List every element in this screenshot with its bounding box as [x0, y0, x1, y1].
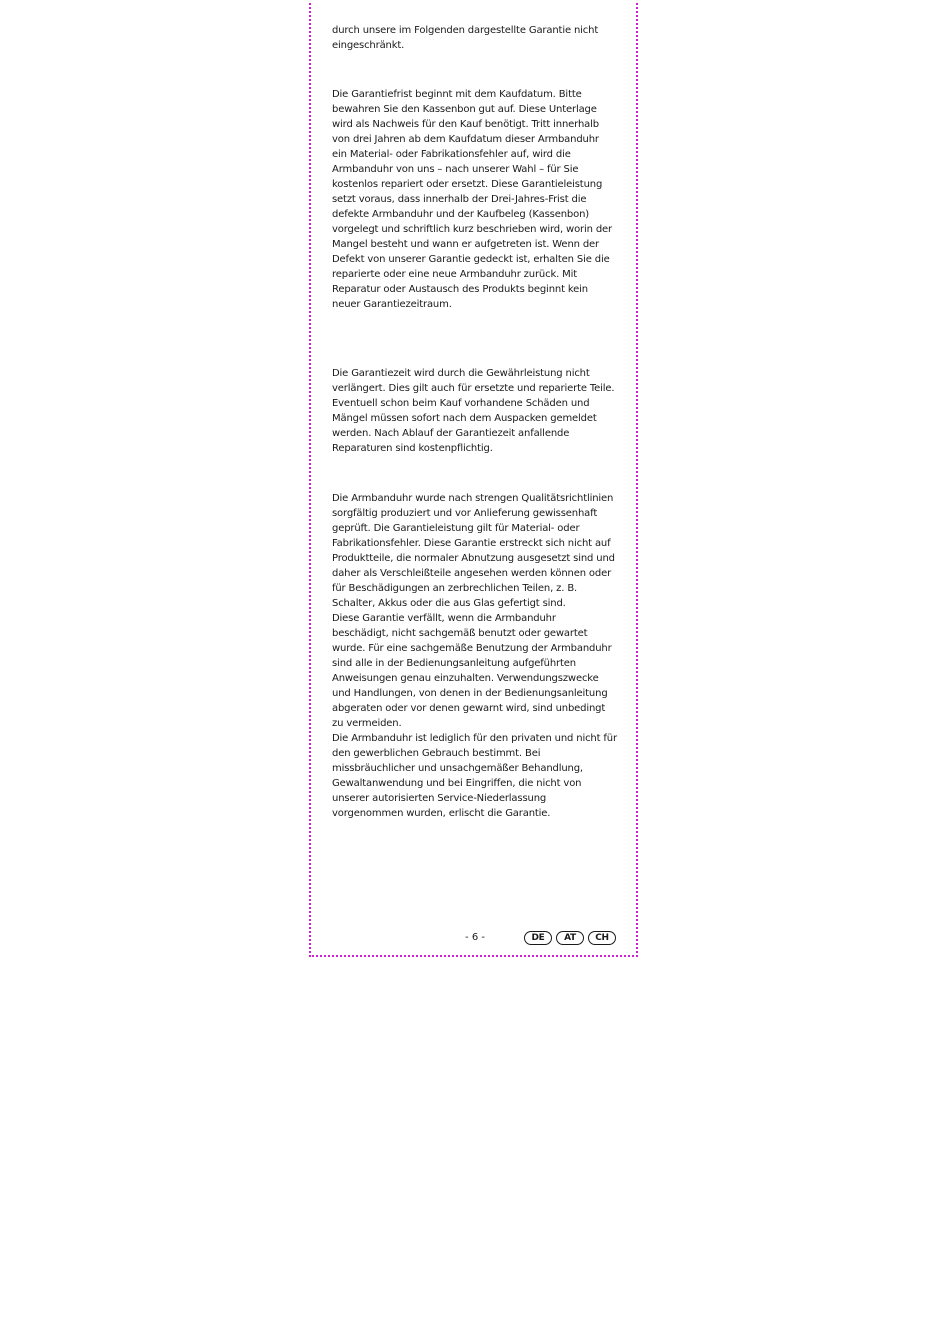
- page-number: - 6 -: [465, 932, 485, 943]
- text-line: geprüft. Die Garantieleistung gilt für Material- oder: [332, 523, 580, 534]
- text-line: kostenlos repariert oder ersetzt. Diese Garantieleistung: [332, 179, 603, 190]
- text-line: wird als Nachweis für den Kauf benötigt. Tritt innerhalb: [332, 119, 599, 130]
- text-line: Reparatur oder Austausch des Produkts beginnt kein: [332, 284, 588, 295]
- text-line: zu vermeiden.: [332, 718, 402, 729]
- paragraph-warranty-scope: [332, 491, 620, 821]
- country-badge-ch: CH: [588, 931, 616, 945]
- text-line: von drei Jahren ab dem Kaufdatum dieser Armbanduhr: [332, 134, 599, 145]
- text-line: Die Armbanduhr wurde nach strengen Qualitätsrichtlinien: [332, 493, 614, 504]
- text-line: sorgfältig produziert und vor Anlieferung gewissenhaft: [332, 508, 598, 519]
- text-line: Produktteile, die normaler Abnutzung ausgesetzt sind und: [332, 553, 615, 564]
- text-line: Defekt von unserer Garantie gedeckt ist, erhalten Sie die: [332, 254, 610, 265]
- text-line: Mangel besteht und wann er aufgetreten ist. Wenn der: [332, 239, 600, 250]
- text-line: ein Material- oder Fabrikationsfehler auf, wird die: [332, 149, 571, 160]
- text-line: Armbanduhr von uns – nach unserer Wahl – für Sie: [332, 164, 579, 175]
- paragraph-warranty-extension: [332, 366, 620, 456]
- text-line: Anweisungen genau einzuhalten. Verwendungszwecke: [332, 673, 599, 684]
- text-line: vorgenommen wurden, erlischt die Garantie.: [332, 808, 551, 819]
- text-line: daher als Verschleißteile angesehen werden können oder: [332, 568, 612, 579]
- text-line: Schalter, Akkus oder die aus Glas gefertigt sind.: [332, 598, 566, 609]
- text-line: für Beschädigungen an zerbrechlichen Teilen, z. B.: [332, 583, 578, 594]
- text-line: defekte Armbanduhr und der Kaufbeleg (Kassenbon): [332, 209, 590, 220]
- text-line: unserer autorisierten Service-Niederlassung: [332, 793, 547, 804]
- paragraph-warranty-intro: [332, 23, 620, 53]
- text-line: den gewerblichen Gebrauch bestimmt. Bei: [332, 748, 541, 759]
- text-line: setzt voraus, dass innerhalb der Drei-Jahres-Frist die: [332, 194, 587, 205]
- text-line: vorgelegt und schriftlich kurz beschrieben wird, worin der: [332, 224, 613, 235]
- country-badge-de: DE: [524, 931, 552, 945]
- text-line: Eventuell schon beim Kauf vorhandene Schäden und: [332, 398, 590, 409]
- country-badge-at: AT: [556, 931, 584, 945]
- text-line: eingeschränkt.: [332, 40, 405, 51]
- text-line: und Handlungen, von denen in der Bedienungsanleitung: [332, 688, 608, 699]
- text-line: werden. Nach Ablauf der Garantiezeit anfallende: [332, 428, 570, 439]
- country-badges: [524, 931, 616, 947]
- text-line: Mängel müssen sofort nach dem Auspacken gemeldet: [332, 413, 597, 424]
- text-line: reparierte oder eine neue Armbanduhr zurück. Mit: [332, 269, 578, 280]
- text-line: abgeraten oder vor denen gewarnt wird, sind unbedingt: [332, 703, 606, 714]
- text-line: Fabrikationsfehler. Diese Garantie erstreckt sich nicht auf: [332, 538, 611, 549]
- text-line: verlängert. Dies gilt auch für ersetzte und reparierte Teile.: [332, 383, 615, 394]
- text-line: missbräuchlicher und unsachgemäßer Behandlung,: [332, 763, 583, 774]
- text-line: Die Armbanduhr ist lediglich für den privaten und nicht für: [332, 733, 617, 744]
- text-line: sind alle in der Bedienungsanleitung aufgeführten: [332, 658, 576, 669]
- text-line: Die Garantiezeit wird durch die Gewährleistung nicht: [332, 368, 590, 379]
- text-line: wurde. Für eine sachgemäße Benutzung der Armbanduhr: [332, 643, 612, 654]
- text-line: bewahren Sie den Kassenbon gut auf. Diese Unterlage: [332, 104, 597, 115]
- text-line: durch unsere im Folgenden dargestellte Garantie nicht: [332, 25, 599, 36]
- text-line: Diese Garantie verfällt, wenn die Armbanduhr: [332, 613, 556, 624]
- text-line: beschädigt, nicht sachgemäß benutzt oder gewartet: [332, 628, 588, 639]
- paragraph-warranty-period: [332, 87, 620, 312]
- text-line: Die Garantiefrist beginnt mit dem Kaufdatum. Bitte: [332, 89, 582, 100]
- text-line: neuer Garantiezeitraum.: [332, 299, 452, 310]
- text-line: Reparaturen sind kostenpflichtig.: [332, 443, 493, 454]
- text-line: Gewaltanwendung und bei Eingriffen, die nicht von: [332, 778, 582, 789]
